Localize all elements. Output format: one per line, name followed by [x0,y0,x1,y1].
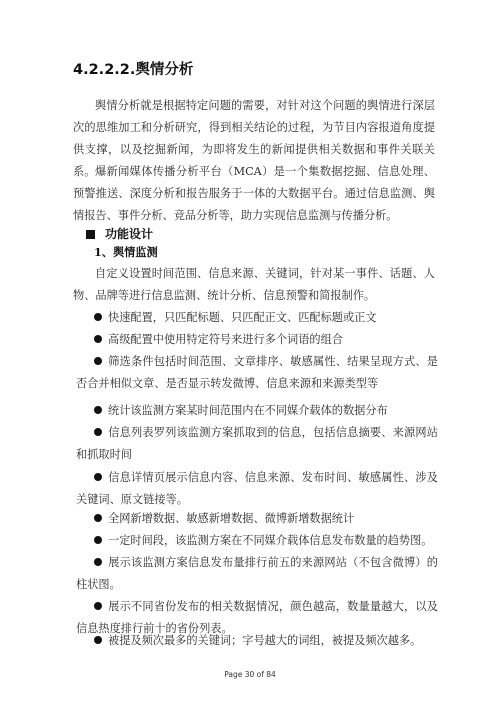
list-item-text: 一定时间段，该监测方案在不同媒介载体信息发布数量的趋势图。 [108,534,433,547]
list-item-text: 被提及频次最多的关键词；字号越大的词组，被提及频次越多。 [108,634,422,647]
list-item-text: 信息列表罗列该监测方案抓取到的信息，包括信息摘要、来源网站和抓取时间 [76,426,438,461]
bullet-dot-icon [94,473,102,481]
list-item [76,422,438,466]
subheading-monitoring: 1、舆情监测 [94,245,158,259]
bullet-dot-icon [94,602,102,610]
list-item-text: 展示不同省份发布的相关数据情况，颜色越高，数量量越大，以及信息热度排行前十的省份列表。 [76,600,438,635]
bullet-dot-icon [94,536,102,544]
section-heading: 4.2.2.2.舆情分析 [73,62,194,78]
list-item [76,508,438,530]
bullet-dot-icon [94,636,102,644]
bullet-dot-icon [94,428,102,436]
list-item [76,351,438,395]
paragraph-sentiment-analysis: 舆情分析就是根据特定问题的需要，对针对这个问题的舆情进行深层次的思维加工和分析研究，得到相关结论的过程，为节目内容报道角度提供支撑，以及挖掘新闻，为即将发生的新闻提供相关数据和事件关联关系。 [73,99,435,178]
list-item [76,329,438,351]
list-item-text: 高级配置中使用特定符号来进行多个词语的组合 [108,333,343,346]
list-item [76,400,438,422]
list-item-text: 全网新增数据、敏感新增数据、微博新增数据统计 [108,512,355,525]
list-item [76,552,438,596]
paragraph-monitoring-intro: 自定义设置时间范围、信息来源、关键词，针对某一事件、话题、人物、品牌等进行信息监测、统计分析、信息预警和简报制作。 [73,267,435,302]
list-item-text: 展示该监测方案信息发布量排行前五的来源网站（不包含微博）的柱状图。 [76,556,438,591]
list-item [76,530,438,552]
page-number-footer: Page 30 of 84 [224,670,276,679]
list-item [76,307,438,329]
list-item [76,630,438,652]
list-item [76,467,438,511]
bullet-dot-icon [94,558,102,566]
bullet-dot-icon [94,357,102,365]
list-item-text: 信息详情页展示信息内容、信息来源、发布时间、敏感属性、涉及关键词、原文链接等。 [76,471,438,506]
square-bullet-icon [86,230,95,239]
bullet-dot-icon [94,313,102,321]
function-design-label: 功能设计 [105,227,154,241]
function-design-title [86,225,153,242]
paragraph-mca-platform: 爆新闻媒体传播分析平台（MCA）是一个集数据挖掘、信息处理、预警推送、深度分析和报告服务于一体的大数据平台。通过信息监测、舆情报告、事件分析、竞品分析等，助力实现信息监测与传播分析。 [73,165,435,222]
bullet-dot-icon [94,514,102,522]
list-item-text: 快速配置，只匹配标题、只匹配正文、匹配标题或正文 [108,311,377,324]
list-item-text: 筛选条件包括时间范围、文章排序、敏感属性、结果呈现方式、是否合并相似文章、是否显示转发微博、信息来源和来源类型等 [76,355,438,390]
bullet-dot-icon [94,406,102,414]
bullet-dot-icon [94,335,102,343]
list-item-text: 统计该监测方案某时间范围内在不同媒介载体的数据分布 [108,404,388,417]
